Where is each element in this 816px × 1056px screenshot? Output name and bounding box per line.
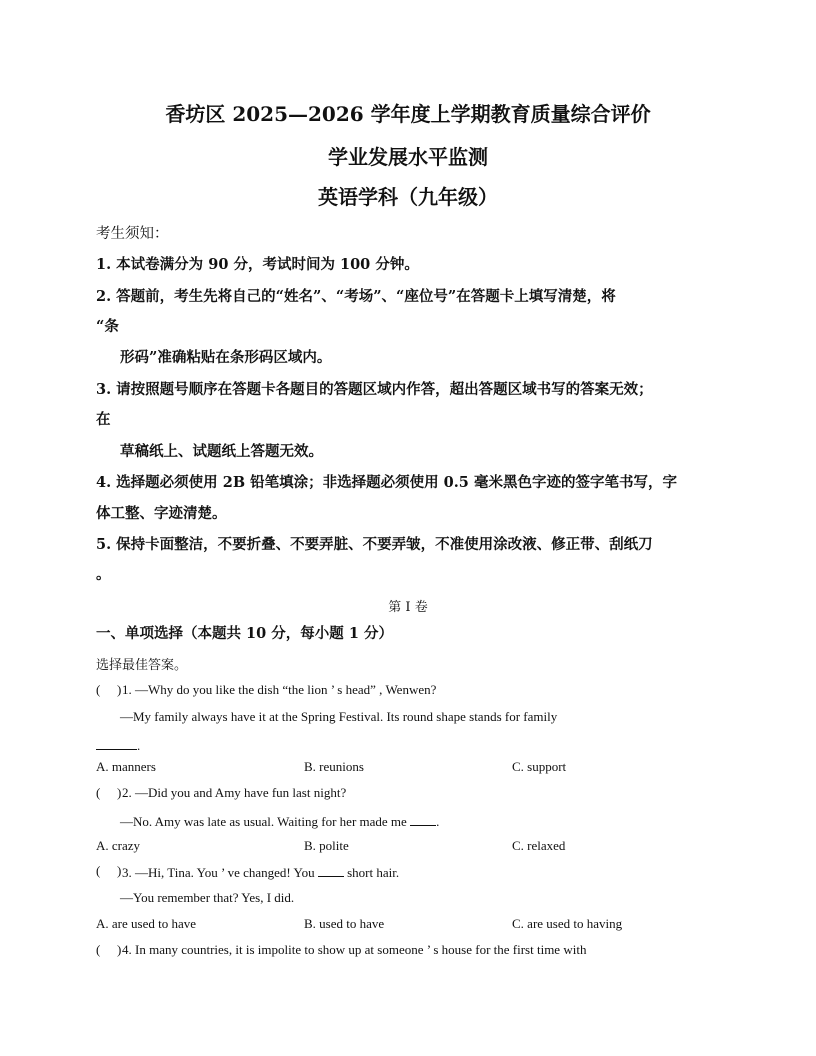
q2-stem: 2. —Did you and Amy have fun last night? [122, 785, 347, 800]
exam-title-line1: 香坊区 2025—2026 学年度上学期教育质量综合评价 [165, 102, 651, 126]
section1-heading: 一、单项选择（本题共 10 分，每小题 1 分） [96, 625, 393, 642]
q1-option-a: A. manners [96, 759, 156, 774]
q3-answer-blank [318, 863, 344, 877]
notice-item-4-line2: 体工整、字迹清楚。 [96, 505, 227, 522]
q4-stem: 4. In many countries, it is impolite to show up at someone ’ s house for the first time with [122, 942, 587, 957]
notice-item-3-line3: 草稿纸上、试题纸上答题无效。 [120, 443, 323, 460]
q2-option-c: C. relaxed [512, 838, 566, 853]
volume-label: 第 Ⅰ 卷 [388, 600, 428, 615]
q2-open-paren: ( [96, 785, 101, 800]
q1-answer-blank [96, 736, 137, 750]
notice-item-2-line1: 2. 答题前，考生先将自己的“姓名”、“考场”、“座位号”在答题卡上填写清楚，将 [96, 288, 616, 305]
section1-instruction: 选择最佳答案。 [96, 658, 188, 673]
notice-item-3-line1: 3. 请按照题号顺序在答题卡各题目的答题区域内作答，超出答题区域书写的答案无效； [96, 381, 653, 398]
q1-option-c: C. support [512, 759, 567, 774]
q1-line3-period: . [137, 738, 141, 753]
q2-answer-blank [410, 812, 436, 826]
notice-heading: 考生须知： [96, 226, 169, 242]
q3-line2: —You remember that? Yes, I did. [120, 890, 295, 905]
q3-close-paren: ) [117, 863, 122, 878]
q2-line2-text: —No. Amy was late as usual. Waiting for her made me [120, 814, 407, 829]
notice-item-5-line2: 。 [96, 566, 111, 583]
q1-close-paren: ) [117, 682, 122, 697]
notice-item-3-line2: 在 [96, 411, 111, 428]
q2-line2-period: . [436, 814, 440, 829]
q3-stem [122, 863, 399, 881]
q4-open-paren: ( [96, 942, 101, 957]
q2-close-paren: ) [117, 785, 122, 800]
q2-option-b: B. polite [304, 838, 349, 853]
q4-close-paren: ) [117, 942, 122, 957]
q2-line2 [120, 812, 439, 830]
q1-line2: —My family always have it at the Spring Festival. Its round shape stands for family [120, 709, 558, 724]
q1-option-b: B. reunions [304, 759, 364, 774]
exam-title-line2: 学业发展水平监测 [328, 145, 488, 169]
q3-option-b: B. used to have [304, 916, 385, 931]
notice-item-5-line1: 5. 保持卡面整洁，不要折叠、不要弄脏、不要弄皱，不准使用涂改液、修正带、刮纸刀 [96, 536, 653, 553]
notice-item-2-line3: 形码”准确粘贴在条形码区域内。 [120, 349, 332, 366]
q3-stem-post: short hair. [347, 865, 400, 880]
q1-line3 [96, 736, 140, 754]
q2-option-a: A. crazy [96, 838, 141, 853]
q3-stem-pre: 3. —Hi, Tina. You ’ ve changed! You [122, 865, 315, 880]
notice-item-2-line2: “条 [96, 318, 119, 335]
q3-option-c: C. are used to having [512, 916, 623, 931]
q1-open-paren: ( [96, 682, 101, 697]
q3-open-paren: ( [96, 863, 101, 878]
q1-stem: 1. —Why do you like the dish “the lion ’ s head” , Wenwen? [122, 682, 437, 697]
notice-item-4-line1: 4. 选择题必须使用 2B 铅笔填涂；非选择题必须使用 0.5 毫米黑色字迹的签字笔书写，字 [96, 474, 677, 491]
q3-option-a: A. are used to have [96, 916, 196, 931]
exam-title-line3: 英语学科（九年级） [318, 185, 498, 209]
notice-item-1: 1. 本试卷满分为 90 分，考试时间为 100 分钟。 [96, 256, 419, 273]
